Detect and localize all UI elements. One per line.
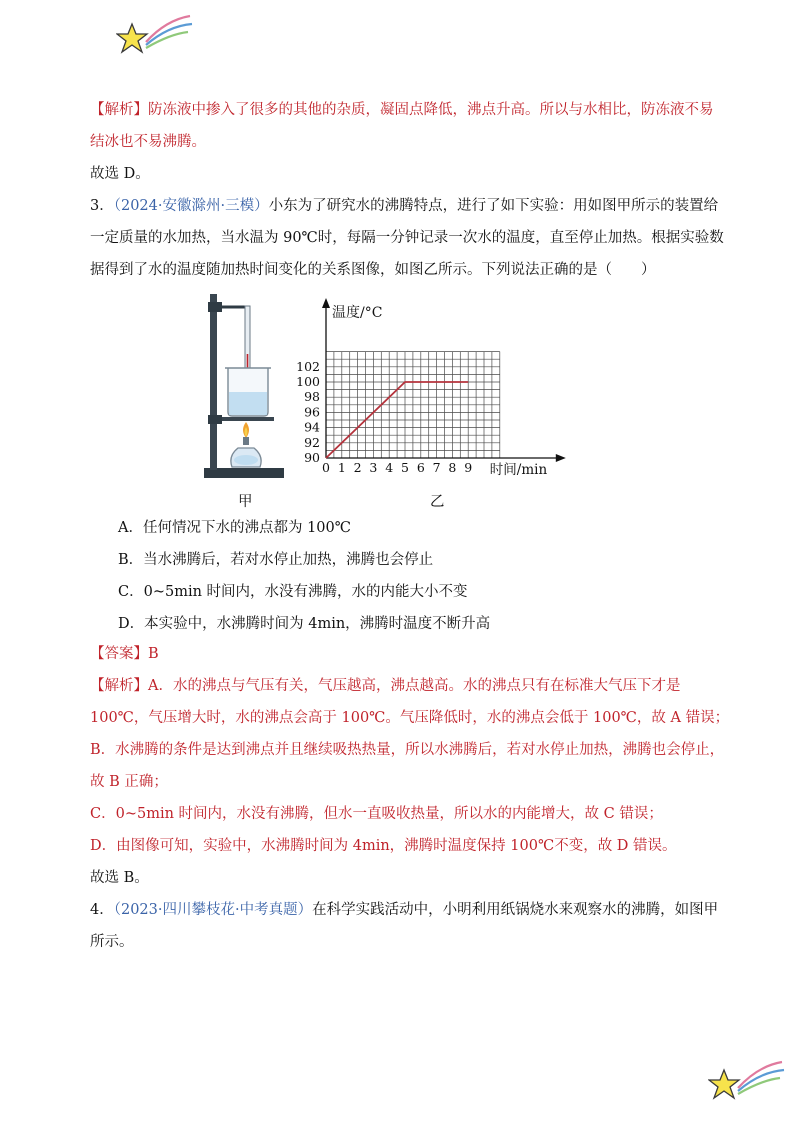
x-tick-label: 9 [464,460,473,475]
q2-choose: 故选 D。 [90,166,150,182]
x-tick-label: 3 [369,460,378,475]
top-clamp [208,302,222,312]
support-ring [222,417,274,421]
q4-stem-line2: 所示。 [90,934,134,950]
chart-grid [326,352,500,458]
q3-analysis-line1: 【解析】A．水的沸点与气压有关，气压越高，沸点越高。水的沸点只有在标准大气压下才是 [90,678,681,694]
q3-analysis-line5: C．0~5min 时间内，水没有沸腾，但水一直吸收热量，所以水的内能增大，故 C 错误； [90,806,663,822]
y-tick-label: 94 [304,419,320,435]
q3-choose: 故选 B。 [90,870,149,886]
q3-analysis-line2: 100℃，气压增大时，水的沸点会高于 100℃。气压降低时，水的沸点会低于 100℃，故 A 错误； [90,710,730,726]
y-tick-label: 102 [296,358,320,374]
y-axis-arrow [322,298,330,308]
q3-stem-line2: 一定质量的水加热，当水温为 90℃时，每隔一分钟记录一次水的温度，直至停止加热。根据实验数 [90,230,724,246]
option-b: B．当水沸腾后，若对水停止加热，沸腾也会停止 [118,552,434,568]
temperature-time-chart [292,292,612,482]
option-c: C．0~5min 时间内，水没有沸腾，水的内能大小不变 [118,584,468,600]
q3-analysis-line3: B．水沸腾的条件是达到沸点并且继续吸热热量，所以水沸腾后，若对水停止加热，沸腾也会停止， [90,742,725,758]
chart-axes [322,298,566,462]
y-tick-label: 90 [304,450,320,465]
y-tick-label: 92 [304,434,320,450]
q4-stem-line1: 4．（2023·四川攀枝花·中考真题）在科学实践活动中，小明利用纸锅烧水来观察水的沸腾，如图甲 [90,902,719,918]
x-axis-arrow [556,454,566,462]
q3-stem-line1: 3．（2024·安徽滁州·三模）小东为了研究水的沸腾特点，进行了如下实验：用如图甲所示的装置给 [90,198,719,214]
option-d: D．本实验中，水沸腾时间为 4min，沸腾时温度不断升高 [118,616,491,632]
y-tick-label: 100 [296,374,320,389]
x-tick-label: 7 [432,460,441,475]
x-tick-label: 4 [385,460,394,475]
y-axis-label: 温度/°C [332,305,383,321]
shooting-star-icon [708,1058,788,1108]
apparatus-figure [198,284,288,480]
x-axis-label: 时间/min [489,462,548,478]
q2-analysis-line1: 【解析】防冻液中掺入了很多的其他的杂质，凝固点降低，沸点升高。所以与水相比，防冻液不易 [90,102,714,118]
x-tick-label: 0 [322,460,330,475]
x-tick-label: 1 [337,460,346,475]
y-tick-label: 96 [304,404,320,420]
figure-b-caption: 乙 [430,494,445,510]
y-tick-label: 98 [304,389,320,405]
q2-analysis-line2: 结冰也不易沸腾。 [90,134,206,150]
x-tick-label: 8 [448,460,457,475]
q3-stem-line3: 据得到了水的温度随加热时间变化的关系图像，如图乙所示。下列说法正确的是（ ） [90,262,656,278]
x-tick-label: 6 [416,460,425,475]
q3-answer: 【答案】B [90,646,159,662]
water [229,392,267,415]
x-tick-label: 2 [353,460,362,475]
q3-analysis-line6: D．由图像可知，实验中，水沸腾时间为 4min，沸腾时温度保持 100℃不变，故 D 错误。 [90,838,677,854]
shooting-star-icon [116,12,196,62]
x-tick-label: 5 [401,460,409,475]
option-a: A．任何情况下水的沸点都为 100℃ [118,520,351,536]
q3-analysis-line4: 故 B 正确； [90,774,168,790]
stand-rod [210,294,217,470]
figure-a-caption: 甲 [238,494,253,510]
